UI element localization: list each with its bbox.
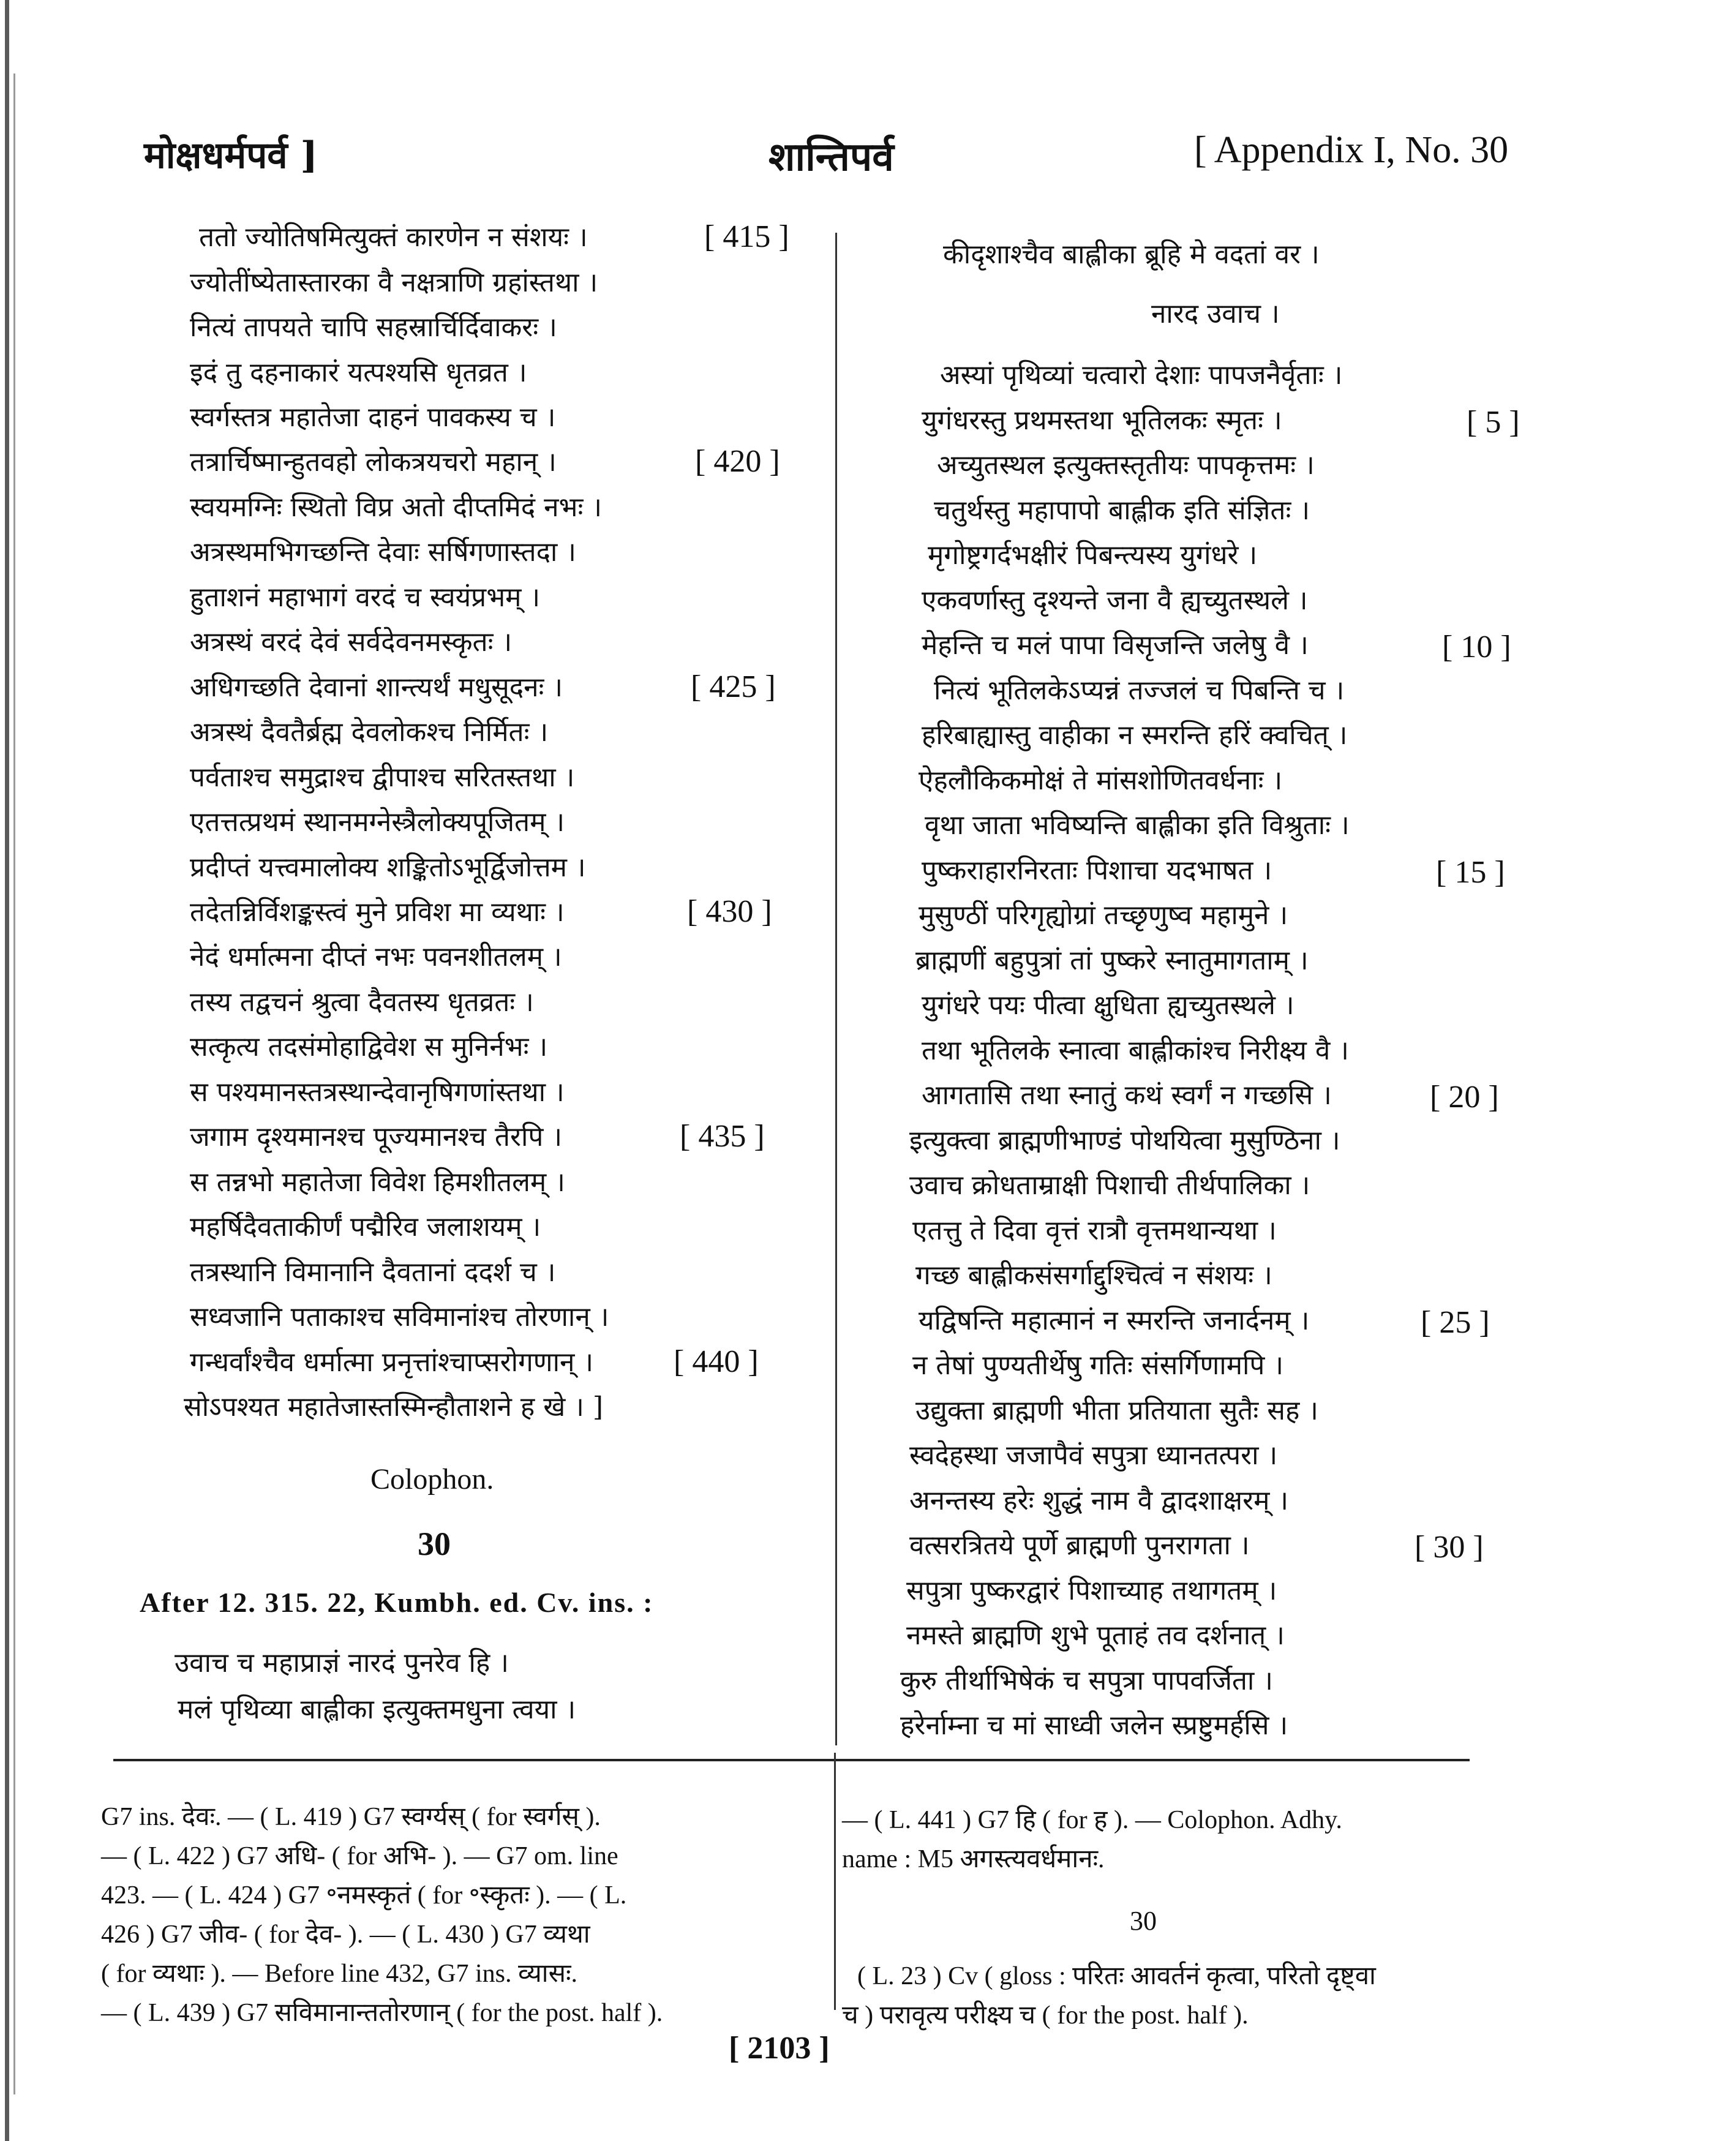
verse-line: वृथा जाता भविष्यन्ति बाह्लीका इति विश्रुताः । bbox=[925, 810, 1350, 841]
header-left: मोक्षधर्मपर्व ] bbox=[144, 134, 318, 177]
verse-line: जगाम दृश्यमानश्च पूज्यमानश्च तैरपि । bbox=[190, 1121, 563, 1153]
verse-line: गन्धर्वांश्चैव धर्मात्मा प्रनृत्तांश्चाप्सरोगणान् । bbox=[190, 1347, 594, 1378]
verse-number: [ 420 ] bbox=[695, 444, 780, 479]
verse-line: मृगोष्ट्रगर्दभक्षीरं पिबन्त्यस्य युगंधरे । bbox=[928, 540, 1258, 571]
verse-number: [ 25 ] bbox=[1421, 1305, 1490, 1340]
speaker-heading: नारद उवाच । bbox=[1151, 298, 1280, 329]
insertion-verse: उवाच च महाप्राज्ञं नारदं पुनरेव हि । bbox=[175, 1647, 509, 1679]
verse-line: ज्योतींष्येतास्तारका वै नक्षत्राणि ग्रहांस्तथा । bbox=[190, 267, 598, 298]
verse-line: सपुत्रा पुष्करद्वारं पिशाच्याह तथागतम् । bbox=[906, 1575, 1277, 1606]
verse-line: तस्य तद्वचनं श्रुत्वा दैवतस्य धृतव्रतः । bbox=[190, 987, 534, 1018]
verse-line: अत्रस्थं वरदं देवं सर्वदेवनमस्कृतः । bbox=[190, 626, 513, 658]
verse-line: अनन्तस्य हरेः शुद्धं नाम वै द्वादशाक्षरम् । bbox=[909, 1485, 1289, 1516]
page-number: [ 2103 ] bbox=[729, 2031, 830, 2066]
footnote-section-number: 30 bbox=[1130, 1906, 1157, 1936]
verse-line: नित्यं तापयते चापि सहस्रार्चिर्दिवाकरः । bbox=[190, 312, 557, 343]
verse-line: तत्रार्चिष्मान्हुतवहो लोकत्रयचरो महान् । bbox=[190, 446, 557, 478]
verse-line: हरेर्नाम्ना च मां साध्वी जलेन स्प्रष्टुमर्हसि । bbox=[900, 1710, 1288, 1741]
footnote-line: च ) परावृत्य परीक्ष्य च ( for the post. half ). bbox=[842, 2001, 1249, 2030]
header-center: शान्तिपर्व bbox=[768, 134, 894, 180]
footnote-line: ( for व्यथाः ). — Before line 432, G7 ins. व्यासः. bbox=[101, 1960, 577, 1988]
column-divider bbox=[835, 233, 837, 1745]
verse-number: [ 415 ] bbox=[704, 219, 789, 254]
verse-line: आगतासि तथा स्नातुं कथं स्वर्गं न गच्छसि । bbox=[922, 1080, 1332, 1111]
verse-line: ब्राह्मणीं बहुपुत्रां तां पुष्करे स्नातुमागताम् । bbox=[915, 945, 1309, 976]
footnote-line: 423. — ( L. 424 ) G7 ॰नमस्कृतं ( for ॰स्कृतः ). — ( L. bbox=[101, 1881, 627, 1910]
footnote-column-divider bbox=[834, 1753, 836, 2010]
verse-line: यद्विषन्ति महात्मानं न स्मरन्ति जनार्दनम् । bbox=[919, 1305, 1310, 1336]
verse-line: सध्वजानि पताकाश्च सविमानांश्च तोरणान् । bbox=[190, 1301, 609, 1333]
colophon-label: Colophon. bbox=[370, 1463, 494, 1496]
verse-number: [ 10 ] bbox=[1442, 630, 1511, 664]
verse-line: अच्युतस्थल इत्युक्तस्तृतीयः पापकृत्तमः । bbox=[937, 450, 1315, 481]
footnote-line: — ( L. 439 ) G7 सविमानान्ततोरणान् ( for the post. half ). bbox=[101, 1999, 663, 2027]
verse-line: हरिबाह्यास्तु वाहीका न स्मरन्ति हरिं क्वचित् । bbox=[922, 720, 1348, 751]
footnote-line: 426 ) G7 जीव- ( for देव- ). — ( L. 430 ) G7 व्यथा bbox=[101, 1921, 590, 1949]
verse-line: वत्सरत्रितये पूर्णे ब्राह्मणी पुनरागता । bbox=[909, 1530, 1250, 1561]
verse-number: [ 430 ] bbox=[687, 894, 772, 929]
verse-line: चतुर्थस्तु महापापो बाह्लीक इति संज्ञितः । bbox=[934, 495, 1310, 526]
scan-edge-bar-inner bbox=[13, 73, 15, 2094]
verse-line: एतत्तु ते दिवा वृत्तं रात्रौ वृत्तमथान्यथा । bbox=[912, 1215, 1277, 1246]
footnote-line: G7 ins. देवः. — ( L. 419 ) G7 स्वर्ग्यस् ( for स्वर्गस् ). bbox=[101, 1803, 601, 1831]
verse-line: कुरु तीर्थाभिषेकं च सपुत्रा पापवर्जिता । bbox=[900, 1665, 1273, 1696]
verse-line: अत्रस्थं दैवतैर्ब्रह्म देवलोकश्च निर्मितः । bbox=[190, 717, 549, 748]
verse-line: नमस्ते ब्राह्मणि शुभे पूताहं तव दर्शनात् । bbox=[906, 1620, 1285, 1651]
verse-line: अधिगच्छति देवानां शान्त्यर्थं मधुसूदनः । bbox=[190, 672, 563, 703]
verse-line: मुसुण्ठीं परिगृह्योग्रां तच्छृणुष्व महामुने । bbox=[919, 900, 1288, 931]
verse-line: न तेषां पुण्यतीर्थेषु गतिः संसर्गिणामपि । bbox=[912, 1350, 1284, 1381]
verse-number: [ 425 ] bbox=[691, 669, 776, 704]
verse-line: स्वर्गस्तत्र महातेजा दाहनं पावकस्य च । bbox=[190, 402, 556, 433]
verse-line: नित्यं भूतिलकेऽप्यन्नं तज्जलं च पिबन्ति च । bbox=[934, 675, 1345, 706]
verse-line: तदेतन्निर्विशङ्कस्त्वं मुने प्रविश मा व्यथाः । bbox=[190, 897, 565, 928]
footnote-line: — ( L. 441 ) G7 हि ( for ह ). — Colophon. Adhy. bbox=[842, 1806, 1342, 1834]
verse-line: महर्षिदैवताकीर्णं पद्मैरिव जलाशयम् । bbox=[190, 1211, 541, 1243]
verse-line: अत्रस्थमभिगच्छन्ति देवाः सर्षिगणास्तदा । bbox=[190, 536, 576, 568]
footnote-separator bbox=[113, 1759, 1470, 1761]
header-right: [ Appendix I, No. 30 bbox=[1194, 129, 1509, 171]
footnote-line: name : M5 अगस्त्यवर्धमानः. bbox=[842, 1845, 1105, 1873]
verse-number: [ 30 ] bbox=[1415, 1530, 1484, 1565]
verse-line: पर्वताश्च समुद्राश्च द्वीपाश्च सरितस्तथा । bbox=[190, 762, 575, 793]
scan-edge-bar bbox=[5, 0, 9, 2141]
verse-line: ऐहलौकिकमोक्षं ते मांसशोणितवर्धनाः । bbox=[919, 765, 1283, 796]
verse-line: स पश्यमानस्तत्रस्थान्देवानृषिगणांस्तथा । bbox=[190, 1077, 565, 1108]
verse-number: [ 435 ] bbox=[680, 1119, 765, 1154]
verse-line: कीदृशाश्चैव बाह्लीका ब्रूहि मे वदतां वर । bbox=[943, 239, 1320, 270]
verse-line: उद्युक्ता ब्राह्मणी भीता प्रतियाता सुतैः सह । bbox=[915, 1395, 1318, 1426]
verse-number: [ 5 ] bbox=[1467, 405, 1520, 440]
verse-line: प्रदीप्तं यत्त्वमालोक्य शङ्कितोऽभूर्द्विजोत्तम । bbox=[190, 852, 586, 883]
verse-number: [ 440 ] bbox=[674, 1344, 759, 1379]
verse-line: मेहन्ति च मलं पापा विसृजन्ति जलेषु वै । bbox=[922, 630, 1309, 661]
verse-number: [ 15 ] bbox=[1436, 855, 1505, 890]
verse-line: अस्यां पृथिव्यां चत्वारो देशाः पापजनैर्वृताः । bbox=[940, 359, 1343, 391]
verse-line: युगंधरे पयः पीत्वा क्षुधिता ह्यच्युतस्थले । bbox=[922, 990, 1294, 1021]
verse-line: इत्युक्त्वा ब्राह्मणीभाण्डं पोथयित्वा मुसुण्ठिना । bbox=[909, 1125, 1340, 1156]
verse-line: सोऽपश्यत महातेजास्तस्मिन्हौताशने ह खे । ] bbox=[184, 1391, 604, 1423]
verse-line: इदं तु दहनाकारं यत्पश्यसि धृतव्रत । bbox=[190, 357, 527, 388]
insertion-note: After 12. 315. 22, Kumbh. ed. Cv. ins. : bbox=[140, 1587, 654, 1618]
verse-line: युगंधरस्तु प्रथमस्तथा भूतिलकः स्मृतः । bbox=[922, 405, 1282, 436]
verse-line: स तन्नभो महातेजा विवेश हिमशीतलम् । bbox=[190, 1167, 565, 1198]
verse-line: स्वयमग्निः स्थितो विप्र अतो दीप्तमिदं नभः । bbox=[190, 492, 602, 523]
verse-line: एकवर्णास्तु दृश्यन्ते जना वै ह्यच्युतस्थले । bbox=[922, 585, 1308, 616]
footnote-line: — ( L. 422 ) G7 अधि- ( for अभि- ). — G7 om. line bbox=[101, 1842, 618, 1870]
verse-line: हुताशनं महाभागं वरदं च स्वयंप्रभम् । bbox=[190, 582, 541, 613]
insertion-verse: मलं पृथिव्या बाह्लीका इत्युक्तमधुना त्वया । bbox=[178, 1694, 576, 1725]
verse-line: उवाच क्रोधताम्राक्षी पिशाची तीर्थपालिका । bbox=[909, 1170, 1310, 1201]
verse-line: स्वदेहस्था जजापैवं सपुत्रा ध्यानतत्परा । bbox=[909, 1440, 1278, 1471]
verse-line: नेदं धर्मात्मना दीप्तं नभः पवनशीतलम् । bbox=[190, 941, 562, 973]
verse-line: एतत्तत्प्रथमं स्थानमग्नेस्त्रैलोक्यपूजितम् । bbox=[190, 807, 565, 838]
verse-line: ततो ज्योतिषमित्युक्तं कारणेन न संशयः । bbox=[199, 222, 588, 253]
footnote-line: ( L. 23 ) Cv ( gloss : परितः आवर्तनं कृत्वा, परितो दृष्ट्वा bbox=[857, 1962, 1376, 1990]
verse-line: पुष्कराहारनिरताः पिशाचा यदभाषत । bbox=[922, 855, 1272, 886]
section-number: 30 bbox=[418, 1526, 451, 1562]
verse-line: तत्रस्थानि विमानानि दैवतानां ददर्श च । bbox=[190, 1257, 556, 1288]
verse-line: गच्छ बाह्लीकसंसर्गाद्दुश्चित्वं न संशयः । bbox=[915, 1260, 1272, 1291]
verse-line: सत्कृत्य तदसंमोहाद्विवेश स मुनिर्नभः । bbox=[190, 1031, 548, 1063]
verse-number: [ 20 ] bbox=[1430, 1080, 1499, 1115]
verse-line: तथा भूतिलके स्नात्वा बाह्लीकांश्च निरीक्ष्य वै । bbox=[922, 1035, 1349, 1066]
